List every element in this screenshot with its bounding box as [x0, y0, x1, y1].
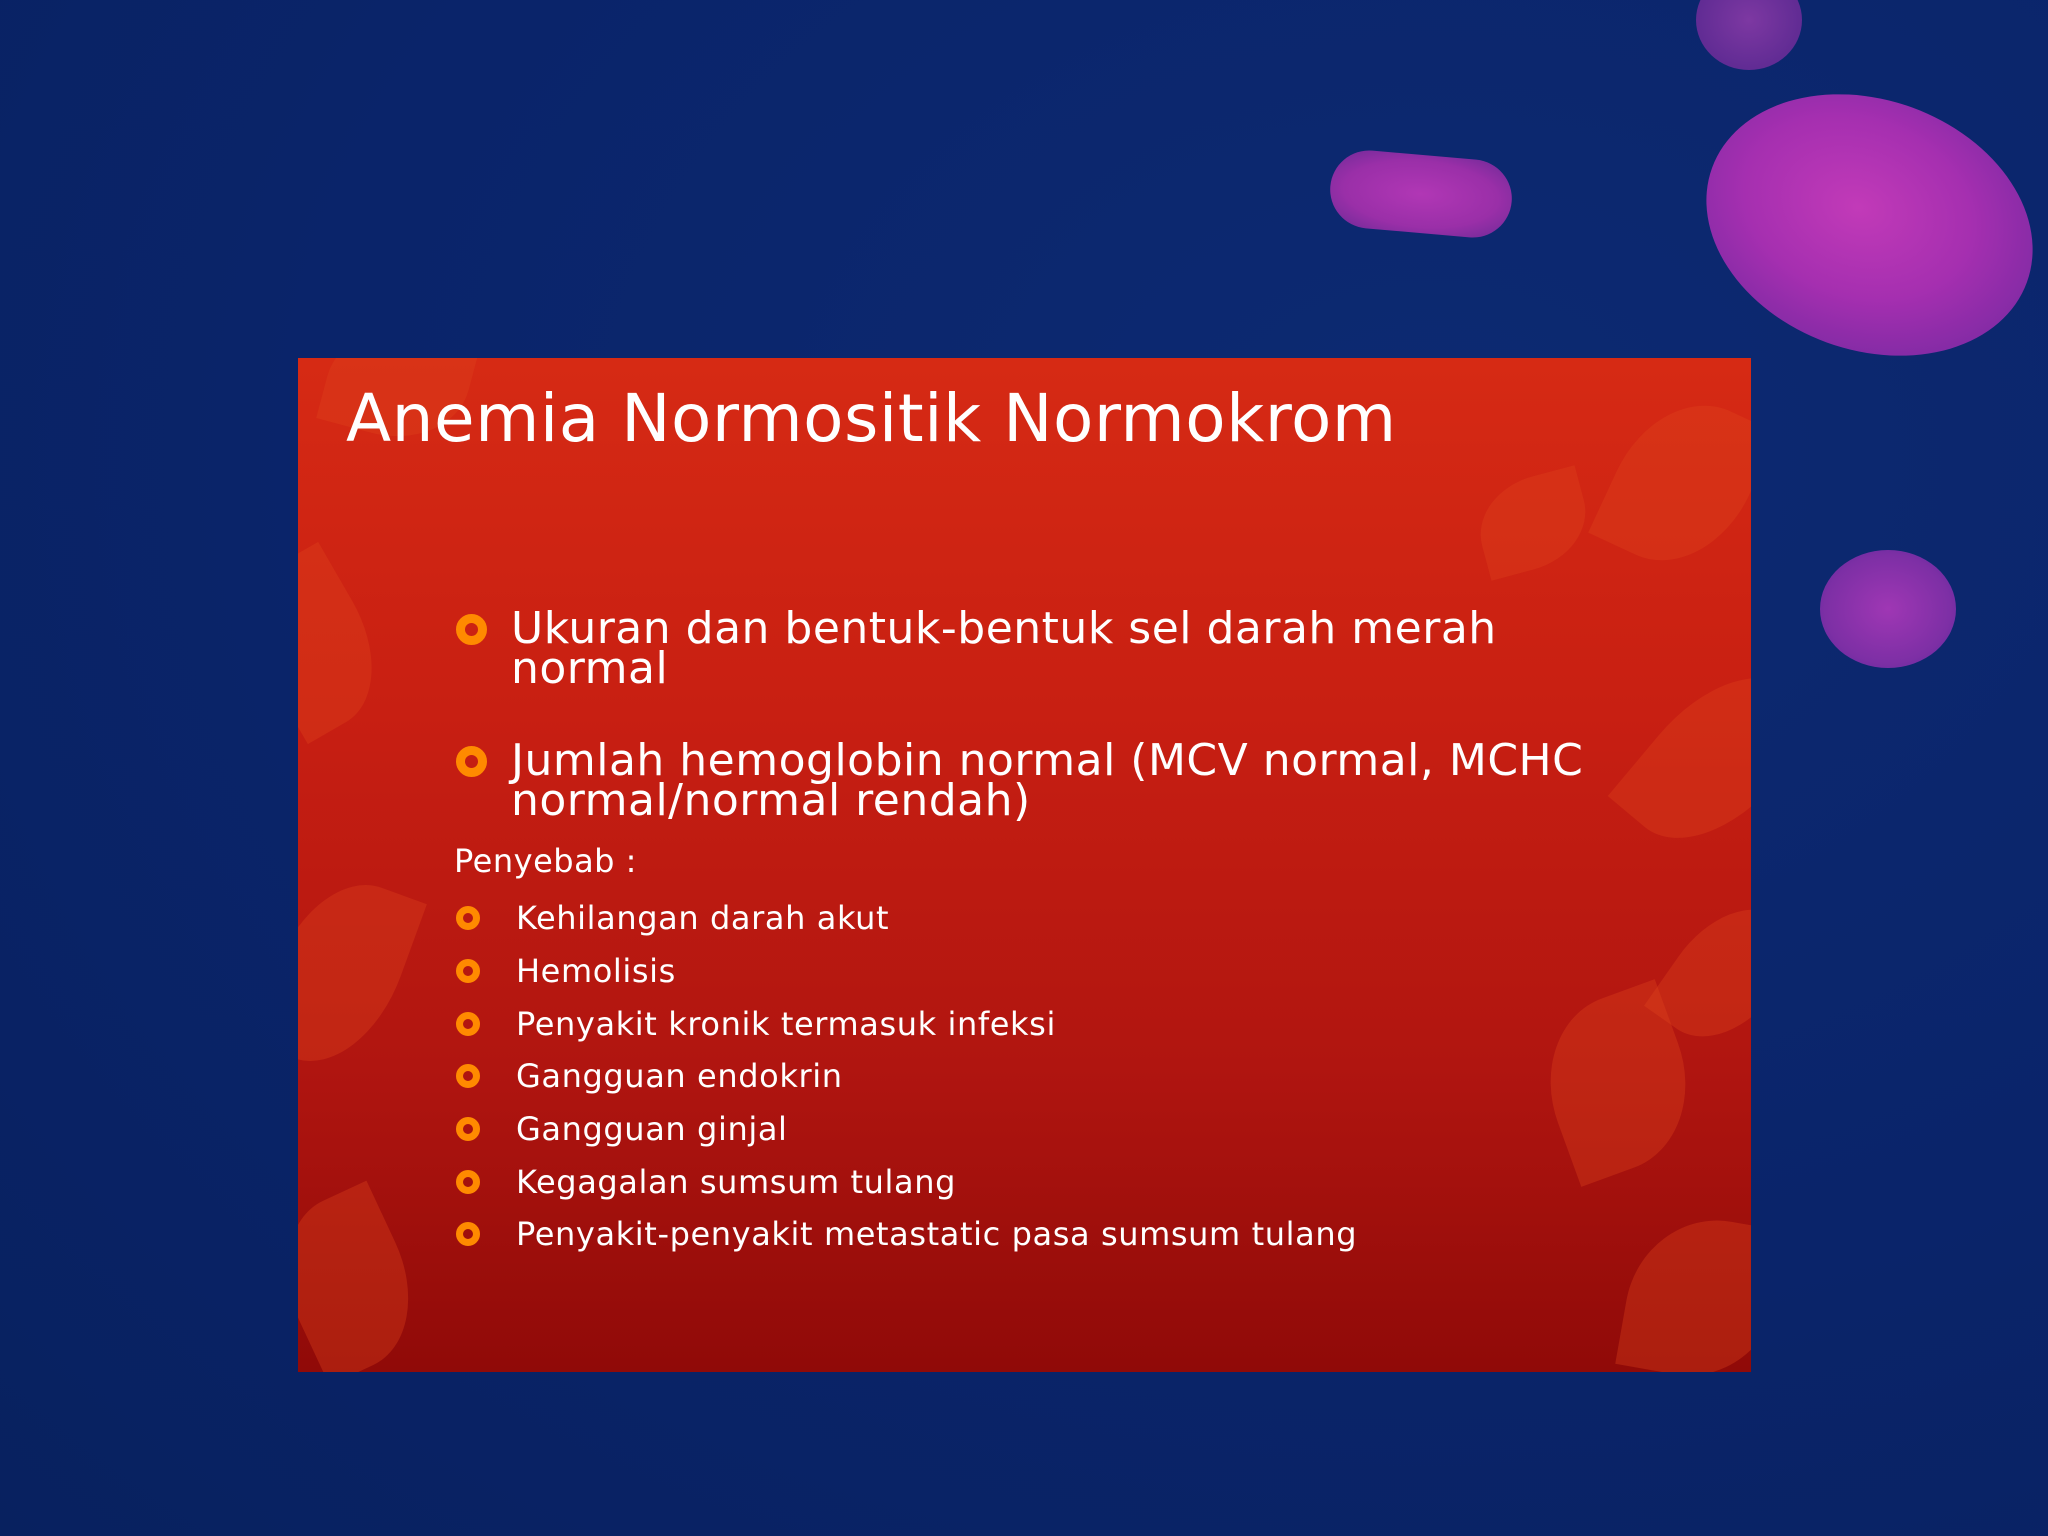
cause-text: Penyakit-penyakit metastatic pasa sumsum tulang — [516, 1215, 1358, 1254]
leaf-decoration — [1588, 378, 1751, 587]
cause-text: Kehilangan darah akut — [516, 899, 890, 938]
cause-item — [456, 1208, 1357, 1261]
cause-item — [456, 945, 1357, 998]
cause-item — [456, 1103, 1357, 1156]
bullet-ring-icon — [456, 959, 480, 983]
cause-item — [456, 1155, 1357, 1208]
causes-list — [456, 892, 1357, 1261]
bullet-ring-icon — [456, 906, 480, 930]
main-point — [456, 603, 1651, 694]
leaf-decoration — [1468, 465, 1598, 580]
slide — [298, 358, 1751, 1372]
cause-item — [456, 1050, 1357, 1103]
cause-text: Kegagalan sumsum tulang — [516, 1162, 957, 1201]
main-point — [456, 735, 1651, 826]
leaf-decoration — [1615, 1206, 1751, 1372]
blood-cell-decoration-top — [1696, 0, 1802, 70]
leaf-decoration — [298, 542, 403, 744]
cause-item — [456, 997, 1357, 1050]
bullet-ring-icon — [456, 1064, 480, 1088]
main-point-text: Jumlah hemoglobin normal (MCV normal, MCHC normal/normal rendah) — [511, 735, 1584, 826]
bullet-ring-icon — [456, 1012, 480, 1036]
slide-title: Anemia Normositik Normokrom — [346, 380, 1397, 457]
cause-text: Hemolisis — [516, 952, 676, 991]
cause-text: Penyakit kronik termasuk infeksi — [516, 1004, 1056, 1043]
blood-cell-decoration-pill — [1327, 147, 1515, 241]
bullet-ring-icon — [456, 1117, 480, 1141]
bullet-ring-icon — [456, 1170, 480, 1194]
leaf-decoration — [298, 863, 427, 1083]
causes-label: Penyebab : — [454, 842, 637, 880]
cause-text: Gangguan endokrin — [516, 1057, 843, 1096]
blood-cell-decoration-large — [1669, 50, 2048, 399]
bullet-ring-icon — [456, 614, 487, 645]
bullet-ring-icon — [456, 1222, 480, 1246]
bullet-ring-icon — [456, 746, 487, 777]
main-point-text: Ukuran dan bentuk-bentuk sel darah merah normal — [511, 603, 1497, 694]
leaf-decoration — [298, 1181, 438, 1372]
cause-item — [456, 892, 1357, 945]
blood-cell-decoration-small — [1820, 550, 1956, 668]
cause-text: Gangguan ginjal — [516, 1110, 788, 1149]
